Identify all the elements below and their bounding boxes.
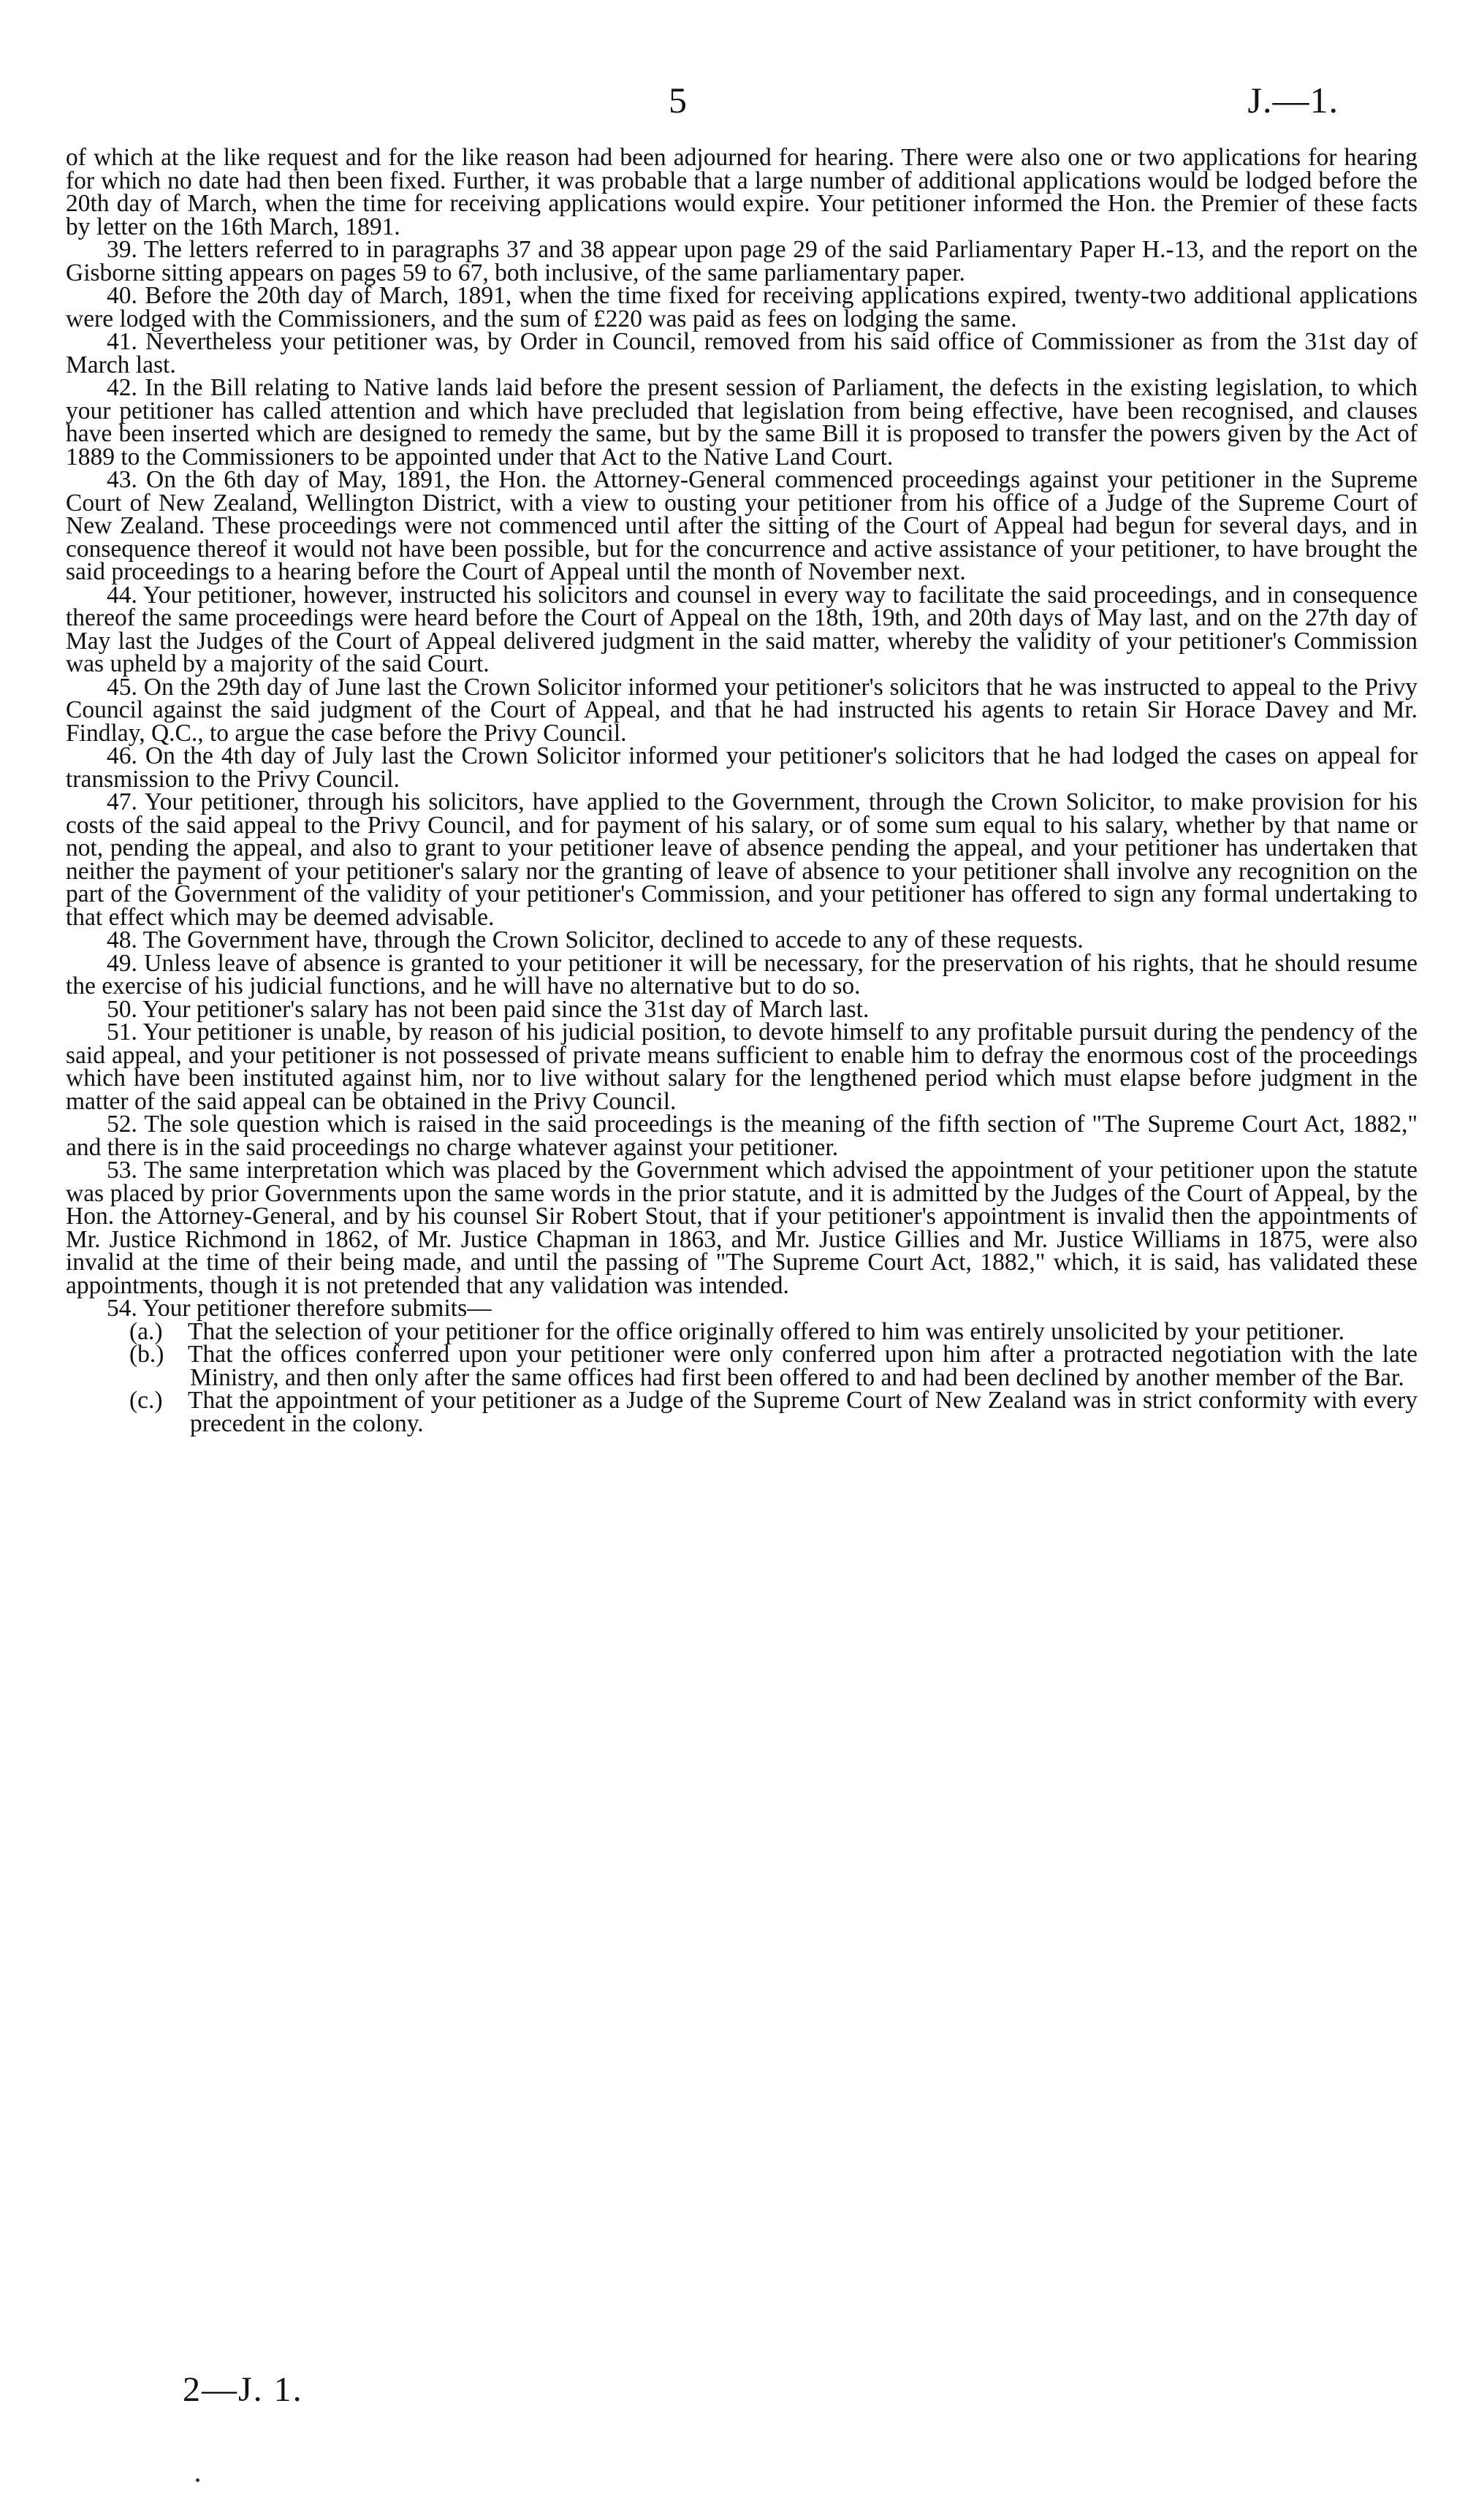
- subitem-c: [129, 1387, 1418, 1437]
- paragraph-43: 43. On the 6th day of May, 1891, the Hon. the Attorney-General commenced proceedings against your petitioner in the Supreme Court of New Zealand, Wellington District, with a view to ousting your petitioner from his office of a Judge of the Supreme Court of New Zealand. These proceedings were not commenced until after the sitting of the Court of Appeal had begun for several days, and in consequence thereof it would not have been possible, but for the concurrence and active assistance of your petitioner, to have brought the said proceedings to a hearing before the Court of Appeal until the month of November next.: [66, 466, 1418, 585]
- paragraph-47: 47. Your petitioner, through his solicitors, have applied to the Government, through the Crown Solicitor, to make provision for his costs of the said appeal to the Privy Council, and for payment of his salary, or of some sum equal to his salary, whether by that name or not, pending the appeal, and also to grant to your petitioner leave of absence pending the appeal, and your petitioner has undertaken that neither the payment of your petitioner's salary nor the granting of leave of absence to your petitioner shall involve any recognition on the part of the Government of the validity of your petitioner's Commission, and your petitioner has offered to sign any formal undertaking to that effect which may be deemed advisable.: [66, 788, 1418, 931]
- paragraph-40: 40. Before the 20th day of March, 1891, when the time fixed for receiving applications expired, twenty-two additional applications were lodged with the Commissioners, and the sum of £220 was paid as fees on lodging the same.: [66, 282, 1418, 332]
- subitem-text: That the offices conferred upon your petitioner were only conferred upon him after a protracted negotiation with the late Ministry, and then only after the same offices had first been offered to and had been declined by another member of the Bar.: [188, 1341, 1418, 1391]
- signature-mark: 2—J. 1.: [183, 2370, 303, 2409]
- subitem-text: That the appointment of your petitioner as a Judge of the Supreme Court of New Zealand was in strict conformity with every precedent in the colony.: [188, 1387, 1418, 1437]
- paragraph-45: 45. On the 29th day of June last the Crown Solicitor informed your petitioner's solicitors that he was instructed to appeal to the Privy Council against the said judgment of the Court of Appeal, and that he had instructed his agents to retain Sir Horace Davey and Mr. Findlay, Q.C., to argue the case before the Privy Council.: [66, 673, 1418, 747]
- document-body: [66, 146, 1418, 1435]
- paragraph-53: 53. The same interpretation which was placed by the Government which advised the appointment of your petitioner upon the statute was placed by prior Governments upon the same words in the prior statute, and it is admitted by the Judges of the Court of Appeal, by the Hon. the Attorney-General, and by his counsel Sir Robert Stout, that if your petitioner's appointment is invalid then the appointments of Mr. Justice Richmond in 1862, of Mr. Justice Chapman in 1863, and Mr. Justice Gillies and Mr. Justice Williams in 1875, were also invalid at the time of their being made, and until the passing of "The Supreme Court Act, 1882," which, it is said, has validated these appointments, though it is not pretended that any validation was intended.: [66, 1157, 1418, 1299]
- paragraph-50: 50. Your petitioner's salary has not been paid since the 31st day of March last.: [107, 995, 870, 1023]
- paragraph-46: 46. On the 4th day of July last the Crown Solicitor informed your petitioner's solicitors that he had lodged the cases on appeal for transmission to the Privy Council.: [66, 742, 1418, 793]
- paragraph-54: 54. Your petitioner therefore submits—: [107, 1295, 492, 1322]
- document-reference: J.—1.: [1247, 80, 1339, 121]
- paragraph-42: 42. In the Bill relating to Native lands laid before the present session of Parliament, the defects in the existing legislation, to which your petitioner has called attention and which have precluded that legislation from being effective, have been recognised, and clauses have been inserted which are designed to remedy the same, but by the same Bill it is proposed to transfer the powers given by the Act of 1889 to the Commissioners to be appointed under that Act to the Native Land Court.: [66, 374, 1418, 471]
- subitem-text: That the selection of your petitioner for the office originally offered to him was entirely unsolicited by your petitioner.: [188, 1317, 1345, 1345]
- page-header: [0, 79, 1476, 130]
- paragraph-41: 41. Nevertheless your petitioner was, by Order in Council, removed from his said office of Commissioner as from the 31st day of March last.: [66, 328, 1418, 378]
- paragraph-51: 51. Your petitioner is unable, by reason of his judicial position, to devote himself to any profitable pursuit during the pendency of the said appeal, and your petitioner is not possessed of private means sufficient to enable him to defray the enormous cost of the proceedings which have been instituted against him, nor to live without salary for the lengthened period which must elapse before judgment in the matter of the said appeal can be obtained in the Privy Council.: [66, 1019, 1418, 1115]
- paragraph-49: 49. Unless leave of absence is granted to your petitioner it will be necessary, for the preservation of his rights, that he should resume the exercise of his judicial functions, and he will have no alternative but to do so.: [66, 949, 1418, 1000]
- subitem-label: (b.): [129, 1341, 164, 1368]
- subitem-b: [129, 1341, 1418, 1391]
- subitem-label: (c.): [129, 1387, 163, 1414]
- subitem-a: [129, 1317, 1418, 1345]
- paragraph-continuation: of which at the like request and for the like reason had been adjourned for hearing. There were also one or two applications for hearing for which no date had then been fixed. Further, it was probable that a large number of additional applications would be lodged before the 20th day of March, when the time for receiving applications would expire. Your petitioner informed the Hon. the Premier of these facts by letter on the 16th March, 1891.: [66, 144, 1418, 240]
- paragraph-44: 44. Your petitioner, however, instructed his solicitors and counsel in every way to facilitate the said proceedings, and in consequence thereof the same proceedings were heard before the Court of Appeal on the 18th, 19th, and 20th days of May last, and on the 27th day of May last the Judges of the Court of Appeal delivered judgment in the said matter, whereby the validity of your petitioner's Commission was upheld by a majority of the said Court.: [66, 581, 1418, 677]
- stray-mark: [196, 2478, 199, 2482]
- paragraph-52: 52. The sole question which is raised in the said proceedings is the meaning of the fifth section of "The Supreme Court Act, 1882," and there is in the said proceedings no charge whatever against your petitioner.: [66, 1111, 1418, 1161]
- paragraph-48: 48. The Government have, through the Crown Solicitor, declined to accede to any of these requests.: [107, 926, 1084, 953]
- paragraph-39: 39. The letters referred to in paragraphs 37 and 38 appear upon page 29 of the said Parliamentary Paper H.-13, and the report on the Gisborne sitting appears on pages 59 to 67, both inclusive, of the same parliamentary paper.: [66, 236, 1418, 286]
- page-number: 5: [669, 80, 687, 121]
- subitem-label: (a.): [129, 1317, 163, 1345]
